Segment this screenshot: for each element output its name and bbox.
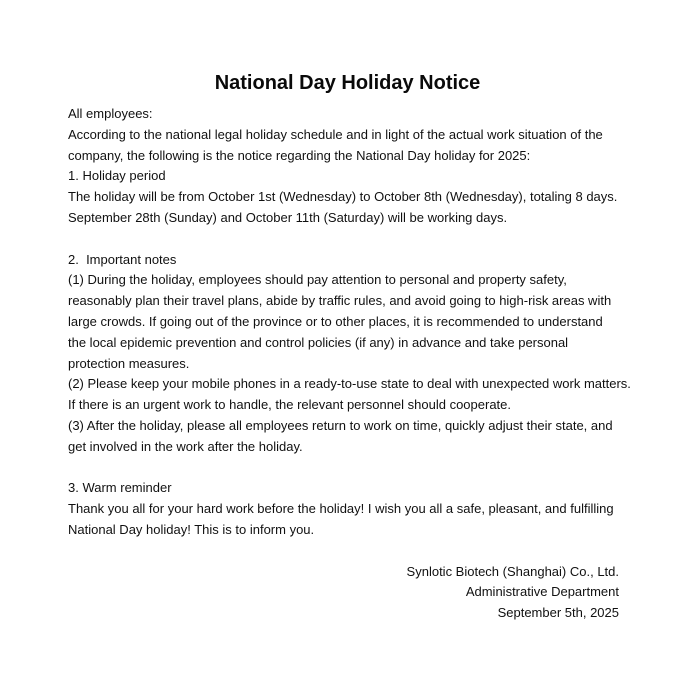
- notice-line: (3) After the holiday, please all employees return to work on time, quickly adjust their state, and: [68, 417, 613, 433]
- notice-line: get involved in the work after the holiday.: [68, 438, 303, 454]
- notice-line: (1) During the holiday, employees should pay attention to personal and property safety,: [68, 272, 567, 288]
- notice-line: September 28th (Sunday) and October 11th (Saturday) will be working days.: [68, 209, 508, 225]
- notice-line: National Day holiday! This is to inform you.: [68, 521, 315, 537]
- signature-department: Administrative Department: [465, 584, 619, 600]
- notice-line: 3. Warm reminder: [68, 480, 172, 496]
- notice-blank-line: [68, 458, 627, 479]
- notice-line: 2. Important notes: [68, 251, 177, 267]
- signature-date: September 5th, 2025: [497, 605, 619, 621]
- notice-line: If there is an urgent work to handle, the relevant personnel should cooperate.: [68, 397, 512, 413]
- notice-line: All employees:: [68, 106, 153, 121]
- notice-line: Thank you all for your hard work before the holiday! I wish you all a safe, pleasant, and fulfilling: [68, 501, 614, 517]
- notice-line: (2) Please keep your mobile phones in a ready-to-use state to deal with unexpected work matters.: [68, 376, 631, 392]
- signature-block: [68, 562, 627, 624]
- signature-company: Synlotic Biotech (Shanghai) Co., Ltd.: [406, 563, 619, 579]
- notice-line: company, the following is the notice regarding the National Day holiday for 2025:: [68, 147, 531, 163]
- notice-line: protection measures.: [68, 355, 190, 371]
- notice-body: [68, 104, 631, 541]
- notice-blank-line: [68, 229, 627, 250]
- notice-line: According to the national legal holiday schedule and in light of the actual work situation of the: [68, 126, 603, 142]
- notice-title: National Day Holiday Notice: [214, 72, 481, 94]
- notice-line: The holiday will be from October 1st (Wednesday) to October 8th (Wednesday), totaling 8 days.: [68, 189, 618, 205]
- notice-line: the local epidemic prevention and control policies (if any) in advance and take personal: [68, 334, 569, 350]
- notice-line: reasonably plan their travel plans, abide by traffic rules, and avoid going to high-risk areas with: [68, 293, 612, 309]
- notice-line: large crowds. If going out of the province or to other places, it is recommended to understand: [68, 313, 603, 329]
- notice-line: 1. Holiday period: [68, 168, 166, 184]
